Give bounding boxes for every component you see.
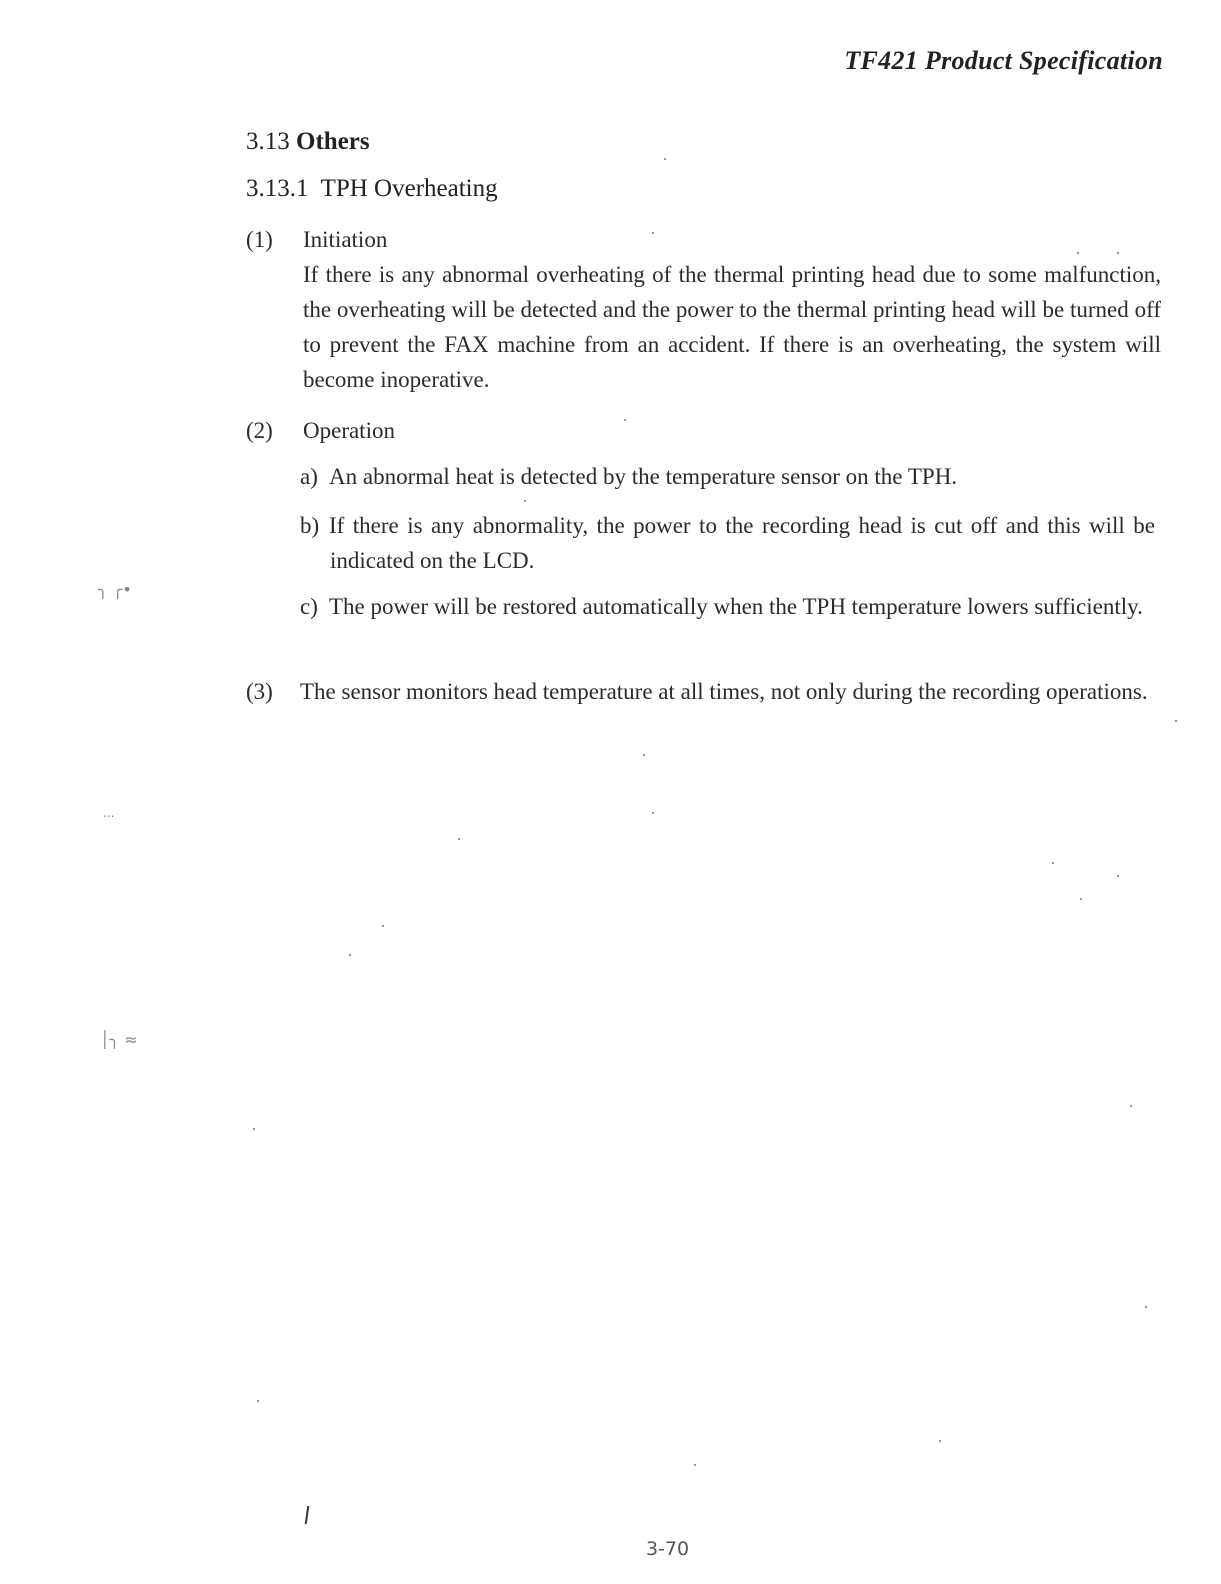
sub-item-a	[300, 459, 1155, 494]
item-number: (2)	[246, 418, 273, 443]
sub-item-letter: a)	[300, 464, 318, 489]
sub-item-b	[300, 508, 1155, 578]
scan-speck	[939, 1440, 941, 1442]
running-header: TF421 Product Specification	[844, 46, 1163, 75]
scan-mark	[305, 1506, 310, 1524]
scan-speck	[652, 812, 654, 814]
sub-item-letter: c)	[300, 594, 318, 619]
scan-speck	[253, 1128, 255, 1130]
scan-speck	[257, 1400, 259, 1402]
item-number: (3)	[246, 679, 273, 704]
scan-speck	[1052, 862, 1054, 864]
section-title: Others	[296, 128, 370, 155]
item-number: (1)	[246, 227, 273, 252]
subsection-number: 3.13.1	[246, 175, 309, 202]
item-title: Operation	[303, 418, 395, 443]
sub-item-text: The power will be restored automatically when the TPH temperature lowers sufficiently.	[329, 594, 1143, 619]
scan-speck	[382, 925, 384, 927]
scan-mark: ‧‧‧	[103, 810, 115, 824]
section-heading	[246, 128, 370, 156]
item-paragraph: If there is any abnormal overheating of the thermal printing head due to some malfunction, the overheating will be detected and the power to the thermal printing head will be turned off to prevent the FAX machine from an accident. If there is an overheating, the system will become inoperative.	[303, 262, 1161, 392]
scan-speck	[1117, 875, 1119, 877]
section-number: 3.13	[246, 128, 290, 155]
item-title: Initiation	[303, 227, 388, 252]
list-item-initiation	[246, 222, 1161, 402]
scan-speck	[643, 754, 645, 756]
sub-item-c	[300, 589, 1155, 624]
sub-item-text: If there is any abnormality, the power to the recording head is cut off and this will be indicated on the LCD.	[329, 513, 1155, 573]
scan-speck	[349, 954, 351, 956]
scan-speck	[1130, 1105, 1132, 1107]
scan-speck	[694, 1464, 696, 1466]
sub-item-letter: b)	[300, 513, 320, 538]
scan-speck	[524, 500, 526, 502]
page-number: 3-70	[645, 1538, 690, 1560]
list-item-sensor	[246, 674, 1161, 749]
scan-speck	[1145, 1306, 1147, 1308]
scan-mark: │╮ ≈	[100, 1030, 138, 1049]
scan-mark: ╮ ╭•	[98, 580, 132, 599]
scan-speck	[1175, 720, 1177, 722]
list-item-operation	[246, 413, 1161, 453]
sub-item-text: An abnormal heat is detected by the temperature sensor on the TPH.	[329, 464, 958, 489]
scan-speck	[652, 232, 654, 234]
subsection-title: TPH Overheating	[320, 175, 498, 202]
scan-speck	[1077, 252, 1079, 254]
item-paragraph: The sensor monitors head temperature at all times, not only during the recording operations.	[300, 679, 1148, 704]
scan-speck	[664, 158, 666, 160]
scan-speck	[624, 419, 626, 421]
scan-speck	[458, 838, 460, 840]
subsection-heading	[246, 175, 498, 203]
scan-speck	[1117, 252, 1119, 254]
scan-speck	[1080, 898, 1082, 900]
